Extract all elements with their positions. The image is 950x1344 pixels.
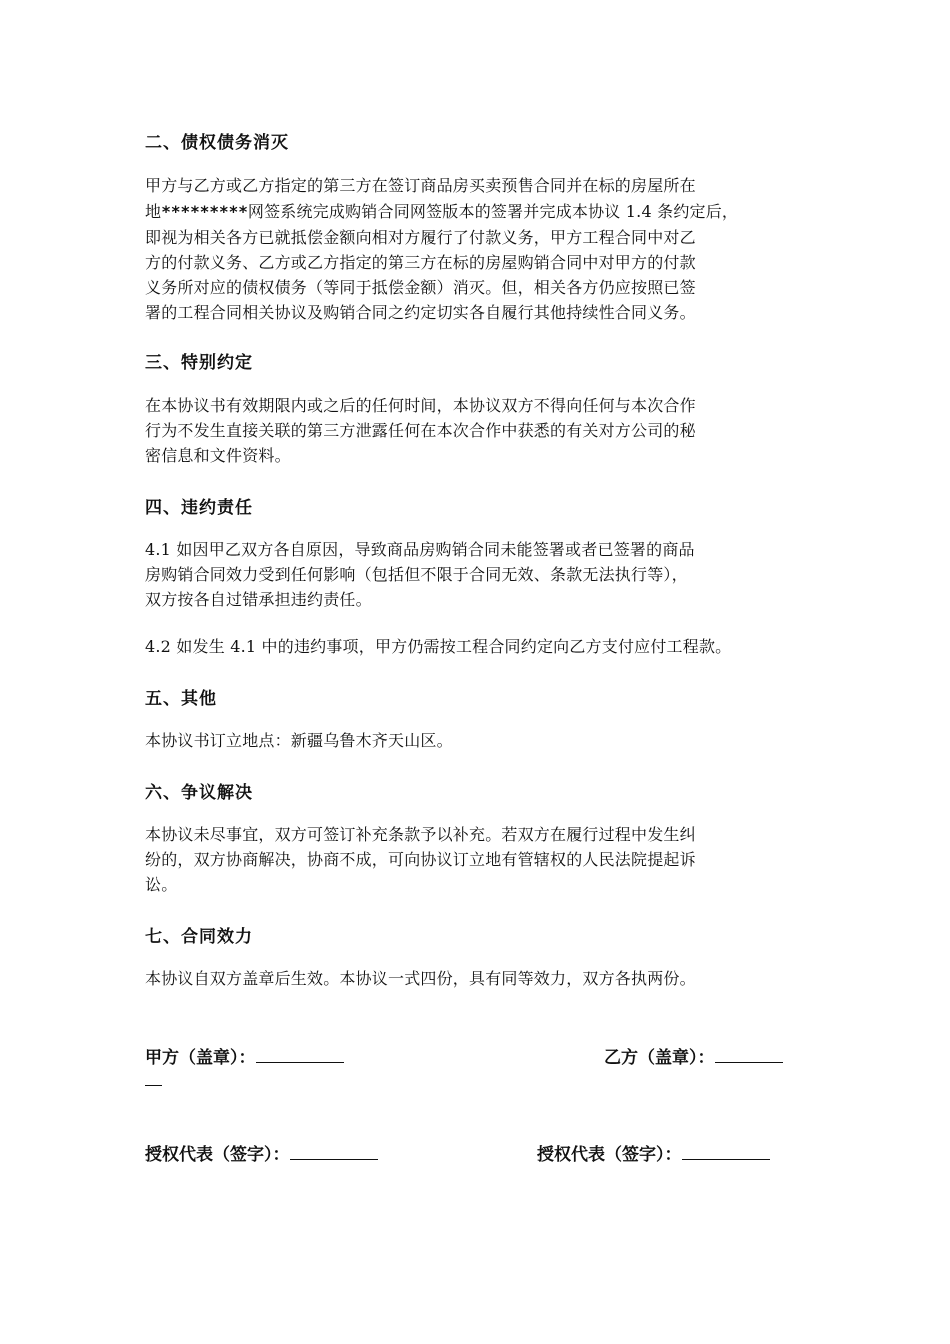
party-a-seal-blank — [256, 1046, 344, 1063]
section-heading-4: 四、违约责任 — [145, 498, 253, 518]
section-heading-7: 七、合同效力 — [145, 927, 253, 947]
party-a-rep-label: 授权代表（签字）： — [145, 1145, 290, 1165]
section-2-line-4: 方的付款义务、乙方或乙方指定的第三方在标的房屋购销合同中对甲方的付款 — [145, 253, 696, 272]
party-b-rep-blank — [682, 1143, 770, 1160]
party-a-representative — [145, 1140, 378, 1165]
section-heading-5: 五、其他 — [145, 689, 217, 709]
section-heading-3: 三、特别约定 — [145, 353, 253, 373]
party-a-rep-blank — [290, 1143, 378, 1160]
section-2-line-3: 即视为相关各方已就抵偿金额向相对方履行了付款义务，甲方工程合同中对乙 — [145, 228, 696, 247]
section-4-p2: 4.2 如发生 4.1 中的违约事项，甲方仍需按工程合同约定向乙方支付应付工程款。 — [145, 637, 732, 656]
party-b-representative — [537, 1140, 770, 1165]
section-3-line-1: 在本协议书有效期限内或之后的任何时间，本协议双方不得向任何与本次合作 — [145, 396, 696, 415]
section-6-line-1: 本协议未尽事宜，双方可签订补充条款予以补充。若双方在履行过程中发生纠 — [145, 825, 696, 844]
party-a-seal — [145, 1043, 344, 1068]
section-7-text: 本协议自双方盖章后生效。本协议一式四份，具有同等效力，双方各执两份。 — [145, 969, 696, 988]
section-2-line-2 — [145, 202, 738, 222]
section-heading-6: 六、争议解决 — [145, 783, 253, 803]
section-2-line-5: 义务所对应的债权债务（等同于抵偿金额）消灭。但，相关各方仍应按照已签 — [145, 278, 696, 297]
section-2-line-1: 甲方与乙方或乙方指定的第三方在签订商品房买卖预售合同并在标的房屋所在 — [145, 176, 696, 195]
section-heading-2: 二、债权债务消灭 — [145, 133, 289, 153]
party-a-seal-label: 甲方（盖章）： — [145, 1048, 256, 1068]
section-4-p1-line-3: 双方按各自过错承担违约责任。 — [145, 590, 372, 609]
party-b-seal-blank — [715, 1046, 783, 1063]
section-6-line-3: 讼。 — [145, 875, 178, 894]
section-4-p1-line-2: 房购销合同效力受到任何影响（包括但不限于合同无效、条款无法执行等）， — [145, 565, 688, 584]
section-6-line-2: 纷的，双方协商解决，协商不成，可向协议订立地有管辖权的人民法院提起诉 — [145, 850, 696, 869]
redacted-text: ********* — [161, 202, 248, 221]
party-b-seal-label: 乙方（盖章）： — [604, 1048, 715, 1068]
section-4-p1-line-1: 4.1 如因甲乙双方各自原因，导致商品房购销合同未能签署或者已签署的商品 — [145, 540, 695, 559]
party-b-rep-label: 授权代表（签字）： — [537, 1145, 682, 1165]
party-b-seal — [604, 1043, 783, 1068]
line-rest: 网签系统完成购销合同网签版本的签署并完成本协议 1.4 条约定后， — [247, 202, 739, 221]
section-5-text: 本协议书订立地点：新疆乌鲁木齐天山区。 — [145, 731, 453, 750]
line-prefix: 地 — [145, 202, 162, 221]
section-3-line-3: 密信息和文件资料。 — [145, 446, 291, 465]
section-3-line-2: 行为不发生直接关联的第三方泄露任何在本次合作中获悉的有关对方公司的秘 — [145, 421, 696, 440]
section-2-line-6: 署的工程合同相关协议及购销合同之约定切实各自履行其他持续性合同义务。 — [145, 303, 696, 322]
party-b-blank-overflow — [145, 1085, 162, 1086]
